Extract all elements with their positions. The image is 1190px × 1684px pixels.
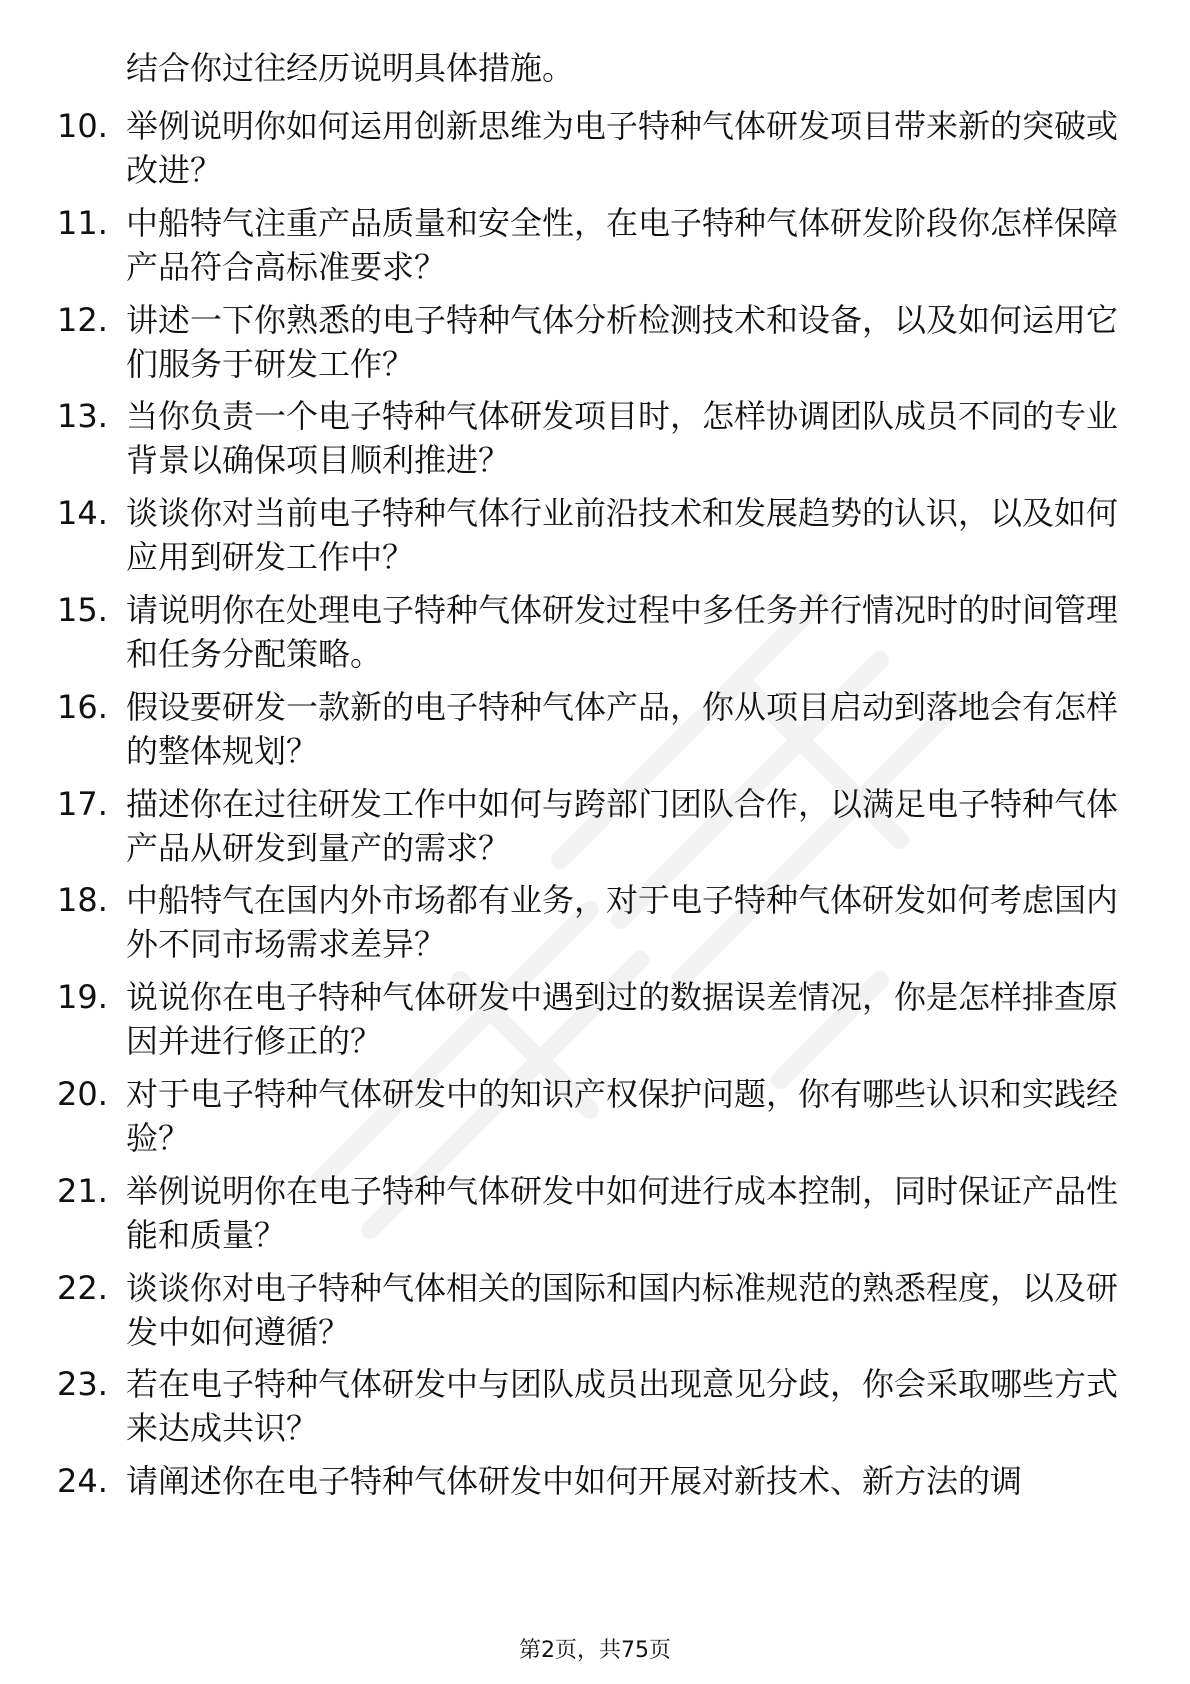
question-number: 11. bbox=[57, 203, 108, 242]
question-item bbox=[0, 878, 1190, 975]
question-number: 19. bbox=[57, 978, 108, 1017]
question-number: 24. bbox=[57, 1462, 108, 1501]
question-number: 23. bbox=[57, 1365, 108, 1404]
question-number: 18. bbox=[57, 881, 108, 920]
question-text: 对于电子特种气体研发中的知识产权保护问题，你有哪些认识和实践经验？ bbox=[126, 1074, 1119, 1157]
question-item bbox=[0, 201, 1190, 298]
question-item bbox=[0, 1072, 1190, 1169]
question-number: 14. bbox=[57, 494, 108, 533]
question-item bbox=[0, 1362, 1190, 1459]
question-item bbox=[0, 782, 1190, 879]
question-item bbox=[0, 298, 1190, 395]
question-text: 请说明你在处理电子特种气体研发过程中多任务并行情况时的时间管理和任务分配策略。 bbox=[126, 590, 1119, 673]
question-text: 说说你在电子特种气体研发中遇到过的数据误差情况，你是怎样排查原因并进行修正的？ bbox=[126, 978, 1119, 1061]
question-item bbox=[0, 104, 1190, 201]
question-number: 16. bbox=[57, 687, 108, 726]
question-number: 12. bbox=[57, 300, 108, 339]
question-number: 21. bbox=[57, 1171, 108, 1210]
question-text: 谈谈你对当前电子特种气体行业前沿技术和发展趋势的认识，以及如何应用到研发工作中？ bbox=[126, 494, 1119, 577]
question-item bbox=[0, 588, 1190, 685]
question-number: 10. bbox=[57, 107, 108, 145]
question-item bbox=[0, 491, 1190, 588]
question-number: 20. bbox=[57, 1074, 108, 1113]
question-text: 当你负责一个电子特种气体研发项目时，怎样协调团队成员不同的专业背景以确保项目顺利推进？ bbox=[126, 397, 1119, 480]
question-text: 请阐述你在电子特种气体研发中如何开展对新技术、新方法的调 bbox=[126, 1462, 1023, 1501]
question-number: 13. bbox=[57, 397, 108, 436]
question-text: 举例说明你在电子特种气体研发中如何进行成本控制，同时保证产品性能和质量？ bbox=[126, 1171, 1119, 1254]
question-number: 17. bbox=[57, 784, 108, 823]
question-text: 讲述一下你熟悉的电子特种气体分析检测技术和设备，以及如何运用它们服务于研发工作？ bbox=[126, 300, 1119, 383]
question-text: 举例说明你如何运用创新思维为电子特种气体研发项目带来新的突破或改进？ bbox=[126, 107, 1119, 189]
question-item bbox=[0, 975, 1190, 1072]
page-number-footer: 第2页，共75页 bbox=[519, 1638, 671, 1663]
question-text: 中船特气在国内外市场都有业务，对于电子特种气体研发如何考虑国内外不同市场需求差异？ bbox=[126, 881, 1119, 964]
question-item bbox=[0, 1459, 1190, 1556]
question-item bbox=[0, 394, 1190, 491]
question-text: 描述你在过往研发工作中如何与跨部门团队合作，以满足电子特种气体产品从研发到量产的需求？ bbox=[126, 784, 1119, 867]
question-list bbox=[0, 104, 1190, 1556]
question-item bbox=[0, 685, 1190, 782]
continued-question-text: 结合你过往经历说明具体措施。 bbox=[126, 49, 575, 87]
question-text: 谈谈你对电子特种气体相关的国际和国内标准规范的熟悉程度，以及研发中如何遵循？ bbox=[126, 1268, 1119, 1351]
question-number: 22. bbox=[57, 1268, 108, 1307]
question-text: 中船特气注重产品质量和安全性，在电子特种气体研发阶段你怎样保障产品符合高标准要求？ bbox=[126, 203, 1119, 286]
question-item bbox=[0, 1266, 1190, 1363]
question-text: 假设要研发一款新的电子特种气体产品，你从项目启动到落地会有怎样的整体规划？ bbox=[126, 687, 1119, 770]
question-item bbox=[0, 1169, 1190, 1266]
question-number: 15. bbox=[57, 590, 108, 629]
question-text: 若在电子特种气体研发中与团队成员出现意见分歧，你会采取哪些方式来达成共识？ bbox=[126, 1365, 1119, 1448]
